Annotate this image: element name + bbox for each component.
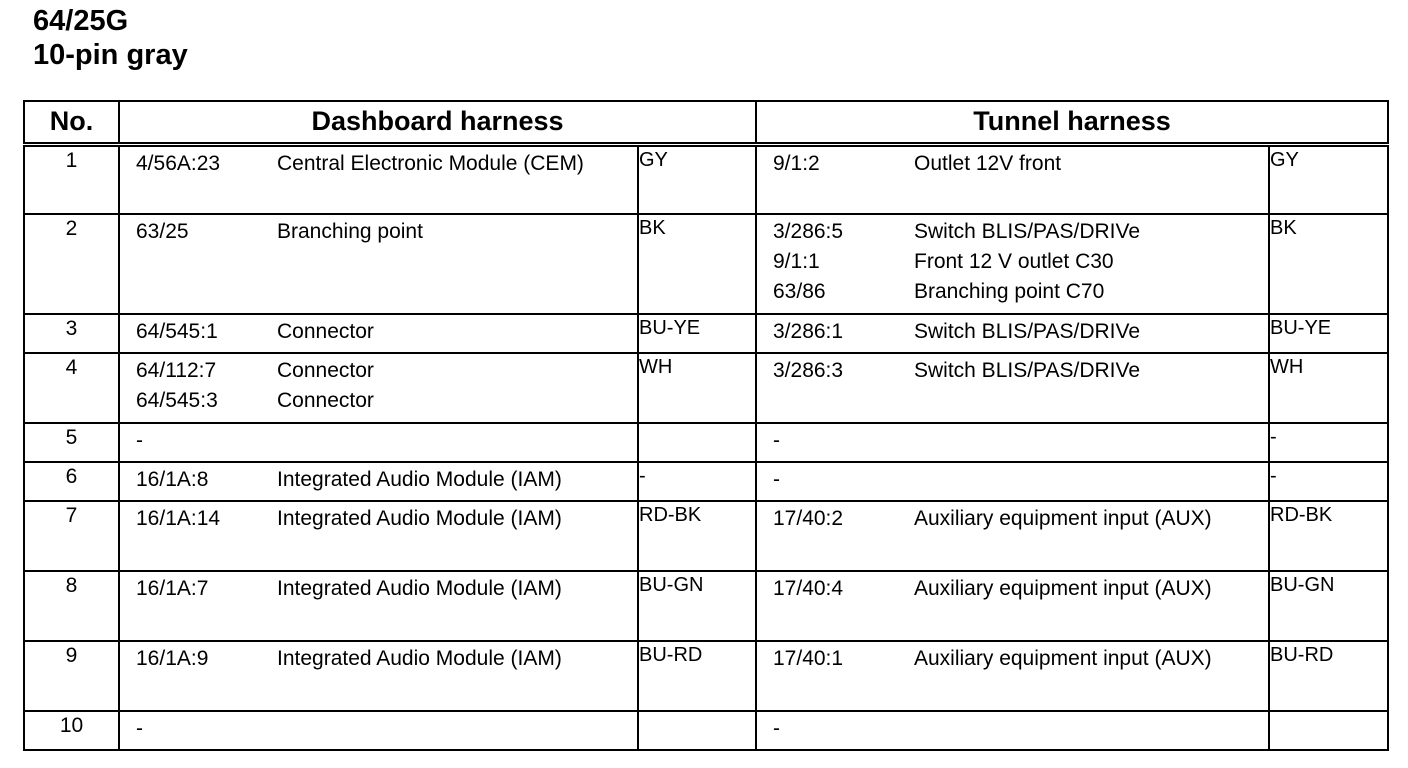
tunnel-component-description: Front 12 V outlet C30	[914, 250, 1114, 273]
dashboard-component-description: Integrated Audio Module (IAM)	[277, 577, 562, 600]
pin-number: 3	[24, 314, 119, 353]
tunnel-harness-cell	[756, 423, 1269, 462]
dashboard-component-description: Connector	[277, 389, 374, 412]
tunnel-component-description: Switch BLIS/PAS/DRIVe	[914, 320, 1141, 343]
tunnel-wire-color: -	[1270, 465, 1277, 487]
tunnel-wire-color: BU-YE	[1270, 317, 1332, 339]
dashboard-connector-code: 16/1A:9	[136, 647, 209, 670]
dashboard-connector-code: 64/545:1	[136, 320, 218, 343]
dashboard-wire-color: BU-RD	[639, 644, 703, 666]
table-row	[24, 641, 1388, 711]
tunnel-wire-color: -	[1270, 426, 1277, 448]
tunnel-wire-color: WH	[1270, 356, 1304, 378]
tunnel-connector-code: -	[773, 468, 780, 491]
tunnel-wire-color-cell	[1269, 423, 1388, 462]
header-dashboard-harness: Dashboard harness	[119, 101, 756, 144]
tunnel-connector-code: 17/40:2	[773, 507, 844, 530]
dashboard-wire-color-cell	[638, 144, 756, 214]
table-row	[24, 144, 1388, 214]
tunnel-harness-cell	[756, 711, 1269, 750]
dashboard-harness-cell	[119, 214, 638, 314]
tunnel-wire-color-cell	[1269, 571, 1388, 641]
pin-number: 6	[24, 462, 119, 501]
dashboard-component-description: Connector	[277, 320, 374, 343]
pin-number: 5	[24, 423, 119, 462]
tunnel-harness-cell	[756, 501, 1269, 571]
dashboard-harness-cell	[119, 314, 638, 353]
table-row	[24, 353, 1388, 423]
tunnel-wire-color-cell	[1269, 462, 1388, 501]
dashboard-connector-code: 4/56A:23	[136, 151, 221, 175]
pin-number: 10	[24, 711, 119, 750]
dashboard-connector-code: 16/1A:8	[136, 468, 209, 491]
dashboard-harness-cell	[119, 353, 638, 423]
dashboard-wire-color: BK	[639, 217, 666, 239]
table-row	[24, 423, 1388, 462]
dashboard-connector-code: 16/1A:14	[136, 507, 221, 530]
tunnel-connector-code: -	[773, 717, 780, 740]
tunnel-component-description: Branching point C70	[914, 280, 1105, 303]
pin-number: 8	[24, 571, 119, 641]
tunnel-component-description: Auxiliary equipment input (AUX)	[914, 507, 1212, 530]
tunnel-connector-code: 17/40:4	[773, 577, 844, 600]
dashboard-wire-color-cell	[638, 423, 756, 462]
table-row	[24, 711, 1388, 750]
table-row	[24, 214, 1388, 314]
tunnel-wire-color: BK	[1270, 217, 1297, 239]
dashboard-wire-color-cell	[638, 314, 756, 353]
header-no: No.	[24, 101, 119, 144]
connector-description: 10-pin gray	[33, 39, 188, 71]
pin-number: 7	[24, 501, 119, 571]
dashboard-wire-color: -	[639, 465, 646, 487]
table-row	[24, 462, 1388, 501]
dashboard-wire-color: GY	[639, 148, 668, 171]
dashboard-wire-color-cell	[638, 462, 756, 501]
tunnel-harness-cell	[756, 214, 1269, 314]
tunnel-wire-color-cell	[1269, 314, 1388, 353]
tunnel-connector-code: 17/40:1	[773, 647, 844, 670]
tunnel-connector-code: 3/286:5	[773, 220, 844, 243]
tunnel-connector-code: 9/1:2	[773, 151, 820, 175]
dashboard-component-description: Central Electronic Module (CEM)	[277, 151, 584, 175]
table-header-row	[24, 101, 1388, 144]
dashboard-connector-code: -	[136, 717, 143, 740]
tunnel-wire-color-cell	[1269, 501, 1388, 571]
tunnel-wire-color: GY	[1270, 148, 1299, 171]
tunnel-component-description: Auxiliary equipment input (AUX)	[914, 577, 1212, 600]
pin-number: 2	[24, 214, 119, 314]
dashboard-wire-color-cell	[638, 641, 756, 711]
tunnel-harness-cell	[756, 641, 1269, 711]
pin-number: 9	[24, 641, 119, 711]
tunnel-wire-color: BU-GN	[1270, 574, 1335, 596]
tunnel-connector-code: 3/286:3	[773, 359, 844, 382]
dashboard-connector-code: 16/1A:7	[136, 577, 209, 600]
dashboard-wire-color-cell	[638, 571, 756, 641]
tunnel-connector-code: 63/86	[773, 280, 826, 303]
dashboard-harness-cell	[119, 641, 638, 711]
dashboard-component-description: Branching point	[277, 220, 423, 243]
dashboard-wire-color: BU-YE	[639, 317, 701, 339]
dashboard-connector-code: 64/545:3	[136, 389, 218, 412]
dashboard-wire-color: RD-BK	[639, 504, 702, 526]
tunnel-harness-cell	[756, 353, 1269, 423]
pin-number: 1	[24, 144, 119, 214]
tunnel-wire-color-cell	[1269, 711, 1388, 750]
dashboard-component-description: Integrated Audio Module (IAM)	[277, 647, 562, 670]
tunnel-harness-cell	[756, 462, 1269, 501]
tunnel-connector-code: 9/1:1	[773, 250, 820, 273]
tunnel-connector-code: 3/286:1	[773, 320, 844, 343]
tunnel-harness-cell	[756, 144, 1269, 214]
dashboard-wire-color: BU-GN	[639, 574, 704, 596]
tunnel-harness-cell	[756, 571, 1269, 641]
table-row	[24, 571, 1388, 641]
dashboard-wire-color: WH	[639, 356, 673, 378]
connector-heading	[33, 4, 188, 72]
dashboard-harness-cell	[119, 711, 638, 750]
tunnel-wire-color-cell	[1269, 214, 1388, 314]
tunnel-wire-color-cell	[1269, 353, 1388, 423]
table-row	[24, 501, 1388, 571]
connector-id: 64/25G	[33, 5, 129, 37]
header-tunnel-harness: Tunnel harness	[756, 101, 1388, 144]
dashboard-wire-color-cell	[638, 711, 756, 750]
tunnel-wire-color: RD-BK	[1270, 504, 1333, 526]
dashboard-component-description: Integrated Audio Module (IAM)	[277, 507, 562, 530]
tunnel-wire-color-cell	[1269, 641, 1388, 711]
pin-number: 4	[24, 353, 119, 423]
dashboard-component-description: Connector	[277, 359, 374, 382]
dashboard-wire-color-cell	[638, 501, 756, 571]
dashboard-harness-cell	[119, 571, 638, 641]
dashboard-connector-code: 64/112:7	[136, 359, 217, 382]
table-body	[24, 144, 1388, 750]
tunnel-component-description: Auxiliary equipment input (AUX)	[914, 647, 1212, 670]
tunnel-wire-color-cell	[1269, 144, 1388, 214]
tunnel-harness-cell	[756, 314, 1269, 353]
tunnel-component-description: Switch BLIS/PAS/DRIVe	[914, 359, 1141, 382]
dashboard-harness-cell	[119, 462, 638, 501]
dashboard-harness-cell	[119, 501, 638, 571]
dashboard-wire-color-cell	[638, 353, 756, 423]
tunnel-connector-code: -	[773, 429, 780, 452]
tunnel-component-description: Switch BLIS/PAS/DRIVe	[914, 220, 1141, 243]
table-row	[24, 314, 1388, 353]
tunnel-component-description: Outlet 12V front	[914, 151, 1062, 175]
pinout-table	[23, 100, 1389, 751]
dashboard-connector-code: -	[136, 429, 143, 452]
dashboard-wire-color-cell	[638, 214, 756, 314]
dashboard-harness-cell	[119, 144, 638, 214]
dashboard-connector-code: 63/25	[136, 220, 189, 243]
tunnel-wire-color: BU-RD	[1270, 644, 1334, 666]
dashboard-component-description: Integrated Audio Module (IAM)	[277, 468, 562, 491]
dashboard-harness-cell	[119, 423, 638, 462]
